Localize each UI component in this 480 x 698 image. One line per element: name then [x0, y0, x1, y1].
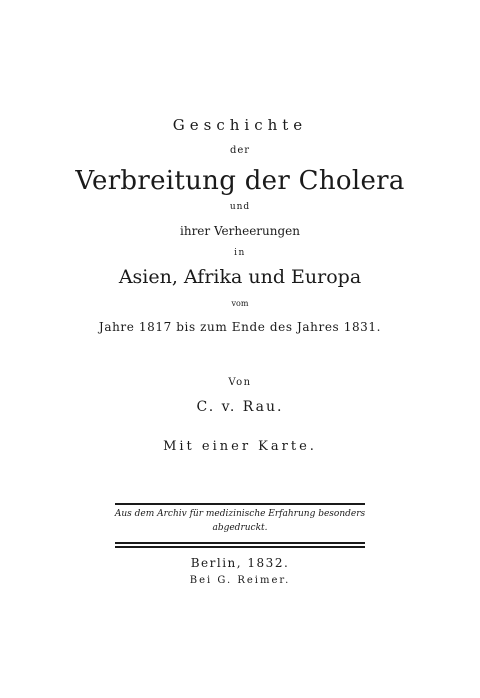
title-line-und: und: [229, 202, 251, 212]
map-note: Mit einer Karte.: [163, 439, 317, 454]
top-rule: [115, 503, 365, 505]
title-line-in: in: [234, 248, 246, 258]
imprint-place-year: Berlin, 1832.: [190, 556, 290, 570]
title-line-geschichte: Geschichte: [172, 116, 308, 134]
reprint-note-line2: abgedruckt.: [212, 523, 268, 533]
title-line-continents: Asien, Afrika und Europa: [118, 266, 362, 288]
title-line-years: Jahre 1817 bis zum Ende des Jahres 1831.: [98, 320, 382, 334]
title-line-der: der: [229, 145, 251, 156]
title-line-main: Verbreitung der Cholera: [75, 166, 405, 196]
title-line-vom: vom: [231, 299, 249, 308]
double-rule: [115, 542, 365, 548]
author-prefix: Von: [228, 377, 252, 388]
author-name: C. v. Rau.: [196, 399, 284, 415]
imprint-publisher: Bei G. Reimer.: [189, 575, 291, 586]
reprint-note-line1: Aus dem Archiv für medizinische Erfahrung besonders: [114, 509, 366, 519]
title-line-verheerungen: ihrer Verheerungen: [180, 224, 300, 238]
